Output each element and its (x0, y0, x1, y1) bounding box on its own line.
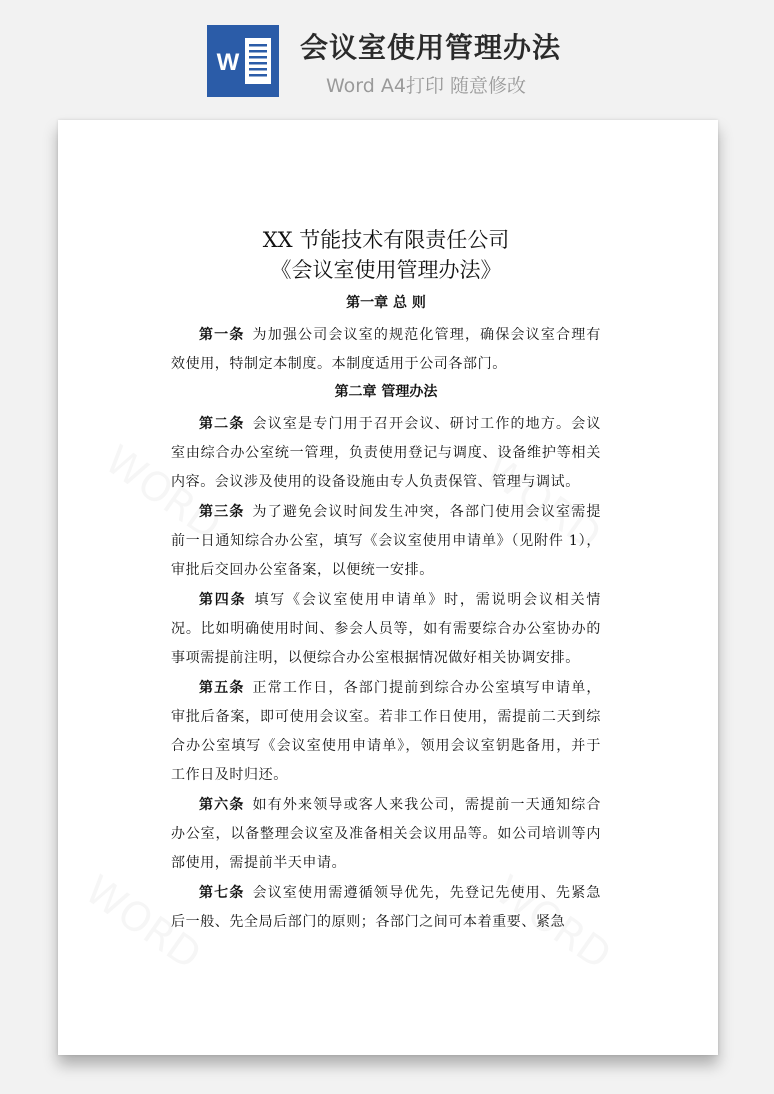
article-label: 第一条 (199, 327, 245, 343)
article-label: 第五条 (199, 680, 245, 696)
word-document-icon (207, 25, 279, 97)
article-label: 第七条 (199, 885, 245, 901)
page-subtitle: Word A4打印 随意修改 (326, 75, 527, 97)
article-paragraph (171, 879, 601, 937)
chapter-heading: 第二章 管理办法 (334, 384, 438, 400)
article-paragraph (171, 498, 601, 585)
article-text: 填写《会议室使用申请单》时，需说明会议相关情况。比如明确使用时间、参会人员等，如有需要综合办公室协办的事项需提前注明，以便综合办公室根据情况做好相关协调安排。 (171, 592, 601, 666)
article-text: 如有外来领导或客人来我公司，需提前一天通知综合办公室，以备整理会议室及准备相关会议用品等。如公司培训等内部使用，需提前半天申请。 (171, 797, 601, 871)
document-title: 《会议室使用管理办法》 (270, 258, 502, 282)
article-paragraph (171, 321, 601, 379)
article-paragraph (171, 410, 601, 497)
article-paragraph (171, 586, 601, 673)
article-label: 第二条 (199, 416, 245, 432)
article-text: 正常工作日，各部门提前到综合办公室填写申请单，审批后备案，即可使用会议室。若非工作日使用，需提前二天到综合办公室填写《会议室使用申请单》，领用会议室钥匙备用，并于工作日及时归还。 (171, 680, 601, 783)
company-name: XX 节能技术有限责任公司 (262, 228, 510, 252)
chapter-heading: 第一章 总 则 (346, 295, 426, 311)
article-text: 为了避免会议时间发生冲突，各部门使用会议室需提前一日通知综合办公室，填写《会议室使用申请单》（见附件 1），审批后交回办公室备案，以便统一安排。 (171, 504, 601, 578)
page-title: 会议室使用管理办法 (300, 31, 562, 64)
document-page (58, 120, 718, 1055)
document-content (171, 225, 601, 938)
header-banner (0, 0, 774, 110)
article-label: 第六条 (199, 797, 245, 813)
article-paragraph (171, 791, 601, 878)
article-text: 为加强公司会议室的规范化管理，确保会议室合理有效使用，特制定本制度。本制度适用于公司各部门。 (171, 327, 601, 372)
article-label: 第三条 (199, 504, 245, 520)
article-text: 会议室使用需遵循领导优先，先登记先使用、先紧急后一般、先全局后部门的原则；各部门之间可本着重要、紧急 (171, 885, 601, 930)
article-paragraph (171, 674, 601, 790)
article-text: 会议室是专门用于召开会议、研讨工作的地方。会议室由综合办公室统一管理，负责使用登记与调度、设备维护等相关内容。会议涉及使用的设备设施由专人负责保管、管理与调试。 (171, 416, 601, 490)
word-icon-letter: W (216, 49, 240, 76)
article-label: 第四条 (199, 592, 247, 608)
